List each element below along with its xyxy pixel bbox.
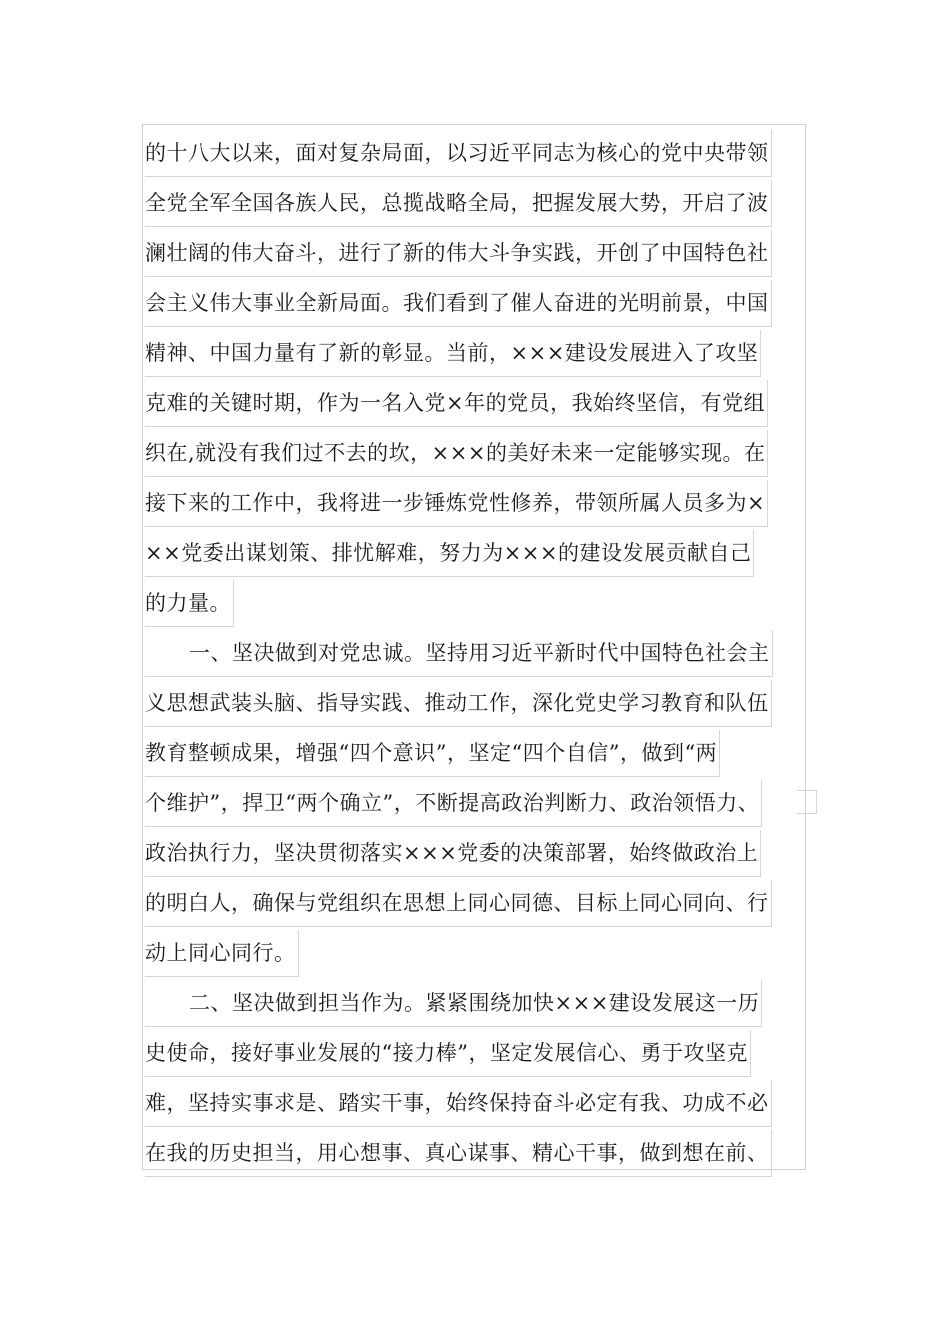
document-body bbox=[145, 130, 805, 1180]
text-line: 的力量。 bbox=[145, 580, 805, 630]
overflow-marker bbox=[797, 790, 817, 814]
text-line: 教育整顿成果，增强“四个意识”，坚定“四个自信”，做到“两 bbox=[145, 730, 805, 780]
text-line: 个维护”，捍卫“两个确立”，不断提高政治判断力、政治领悟力、 bbox=[145, 780, 805, 830]
text-line: ××党委出谋划策、排忧解难，努力为×××的建设发展贡献自己 bbox=[145, 530, 805, 580]
text-line: 织在,就没有我们过不去的坎，×××的美好未来一定能够实现。在 bbox=[145, 430, 805, 480]
text-line: 义思想武装头脑、指导实践、推动工作，深化党史学习教育和队伍 bbox=[145, 680, 805, 730]
text-line: 全党全军全国各族人民，总揽战略全局，把握发展大势，开启了波 bbox=[145, 180, 805, 230]
paragraph-start-line: 一、坚决做到对党忠诚。坚持用习近平新时代中国特色社会主 bbox=[145, 630, 805, 680]
text-line: 政治执行力，坚决贯彻落实×××党委的决策部署，始终做政治上 bbox=[145, 830, 805, 880]
text-line: 动上同心同行。 bbox=[145, 930, 805, 980]
text-line: 的明白人，确保与党组织在思想上同心同德、目标上同心同向、行 bbox=[145, 880, 805, 930]
text-line: 的十八大以来，面对复杂局面，以习近平同志为核心的党中央带领 bbox=[145, 130, 805, 180]
text-line: 在我的历史担当，用心想事、真心谋事、精心干事，做到想在前、 bbox=[145, 1130, 805, 1180]
text-line: 澜壮阔的伟大奋斗，进行了新的伟大斗争实践，开创了中国特色社 bbox=[145, 230, 805, 280]
text-line: 接下来的工作中，我将进一步锤炼党性修养，带领所属人员多为× bbox=[145, 480, 805, 530]
text-line: 精神、中国力量有了新的彰显。当前，×××建设发展进入了攻坚 bbox=[145, 330, 805, 380]
text-line: 难，坚持实事求是、踏实干事，始终保持奋斗必定有我、功成不必 bbox=[145, 1080, 805, 1130]
text-line: 克难的关键时期，作为一名入党×年的党员，我始终坚信，有党组 bbox=[145, 380, 805, 430]
text-line: 会主义伟大事业全新局面。我们看到了催人奋进的光明前景，中国 bbox=[145, 280, 805, 330]
paragraph-start-line: 二、坚决做到担当作为。紧紧围绕加快×××建设发展这一历 bbox=[145, 980, 805, 1030]
text-line: 史使命，接好事业发展的“接力棒”，坚定发展信心、勇于攻坚克 bbox=[145, 1030, 805, 1080]
